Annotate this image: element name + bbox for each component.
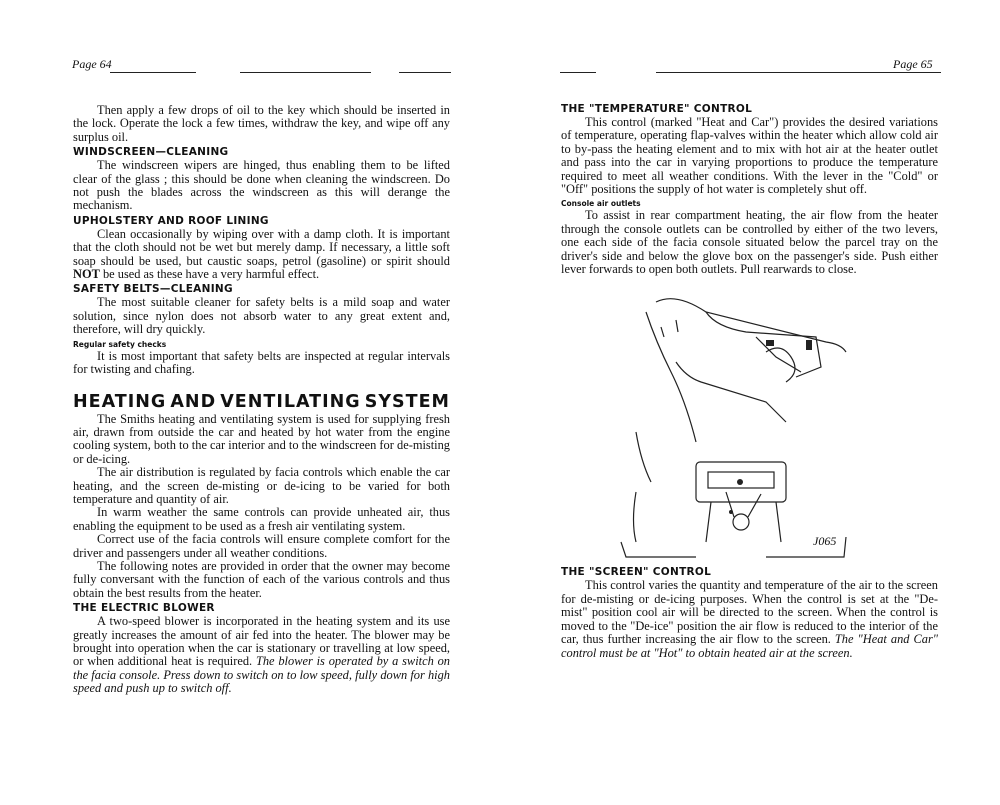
paragraph-regular-checks: It is most important that safety belts are inspected at regular intervals for twisting and chafing. <box>73 348 450 377</box>
header-rule <box>399 72 451 73</box>
header-rule <box>560 72 596 73</box>
header-rule <box>110 72 196 73</box>
section-heating: The Smiths heating and ventilating system is used for supplying fresh air, drawn from outside the car and heated by hot water from the engine cooling system, both to the car interior and to the windscreen for de-misting or de-icing. The air distribution is regulated by facia controls which enable the car heating, and the screen de-misting or de-icing to be varied for both temperature and quantity of air. In warm weather the same controls can provide unheated air, thus enabling the equipment to be used as a fresh air ventilating system. Correct use of the facia controls will ensure complete comfort for the driver and passengers under all weather conditions. The following notes are provided in order that the owner may become fully conversant with the function of each of the various controls and thus obtain the best results from the heater. <box>73 411 450 600</box>
heading-screen-control: THE "SCREEN" CONTROL <box>561 566 712 579</box>
heading-temperature-control: THE "TEMPERATURE" CONTROL <box>561 103 753 115</box>
header-rule <box>240 72 371 73</box>
heater-controls-illustration <box>616 282 856 562</box>
paragraph-upholstery: Clean occasionally by wiping over with a damp cloth. It is important that the cloth should not be wet but merely damp. If necessary, a little soft soap should be used, but caustic soaps, petrol (gasoline) or spirit should NOT be used as these have a very harmful effect. <box>73 226 450 282</box>
paragraph-safety-belts: The most suitable cleaner for safety belts is a mild soap and water solution, since nylon does not absorb water to any great extent and, therefore, will dry quickly. <box>73 295 450 337</box>
heading-regular-checks: Regular safety checks <box>73 339 167 349</box>
header-rule <box>656 72 941 73</box>
figure-label: J065 <box>813 534 837 549</box>
heading-safety-belts: SAFETY BELTS—CLEANING <box>73 283 233 296</box>
heading-electric-blower: THE ELECTRIC BLOWER <box>73 602 215 615</box>
paragraph-temperature-control: This control (marked "Heat and Car") provides the desired variations of temperature, operating flap-valves within the heater which allow cold air to by-pass the heating element and to mix with hot air at the heater outlet and pass into the car in varying proportions to produce the temperature required to meet all weather conditions. With the lever in the "Cold" or "Off" positions the supply of hot water is completely shut off. <box>561 115 938 197</box>
page-number-left: Page 64 <box>72 57 112 71</box>
heading-console-outlets: Console air outlets <box>561 199 641 209</box>
heading-heating-ventilating: HEATING AND VENTILATING SYSTEM <box>73 391 450 412</box>
paragraph-screen-control: This control varies the quantity and temperature of the air to the screen for de-misting or de-icing purposes. When the control is set at the "De-mist" position cool air will be directed to the screen. When the control is moved to the "De-ice" position the air flow is reduced to the interior of the car, thus further increasing the air flow to the screen. The "Heat and Car" control must be at "Hot" to obtain heated air at the screen. <box>561 578 938 660</box>
paragraph-oil: Then apply a few drops of oil to the key which should be inserted in the lock. Operate the lock a few times, withdraw the key, and wipe off any surplus oil. <box>73 103 450 144</box>
page-number-right: Page 65 <box>893 57 933 71</box>
paragraph-windscreen: The windscreen wipers are hinged, thus enabling them to be lifted clear of the glass ; this should be done when cleaning the windscreen. Do not push the blades across the windscreen as this will derange the mechanism. <box>73 158 450 213</box>
paragraph-console-outlets: To assist in rear compartment heating, the air flow from the heater through the console outlets can be controlled by either of the two levers, one each side of the facia console situated below the parcel tray on the driver's side and below the glove box on the passenger's side. Push either lever forwards to open both outlets. Pull rearwards to close. <box>561 208 938 277</box>
heading-windscreen: WINDSCREEN—CLEANING <box>73 146 229 159</box>
heading-upholstery: UPHOLSTERY AND ROOF LINING <box>73 214 269 227</box>
right-page-column <box>561 101 938 660</box>
figure <box>561 282 938 562</box>
paragraph-electric-blower: A two-speed blower is incorporated in the heating system and its use greatly increases the amount of air fed into the heater. The blower may be brought into operation when the car is stationary or travelling at low speed, or when additional heat is required. The blower is operated by a switch on the facia console. Press down to switch on to low speed, fully down for high speed and push up to switch off. <box>73 614 450 696</box>
left-page-column <box>73 104 450 696</box>
